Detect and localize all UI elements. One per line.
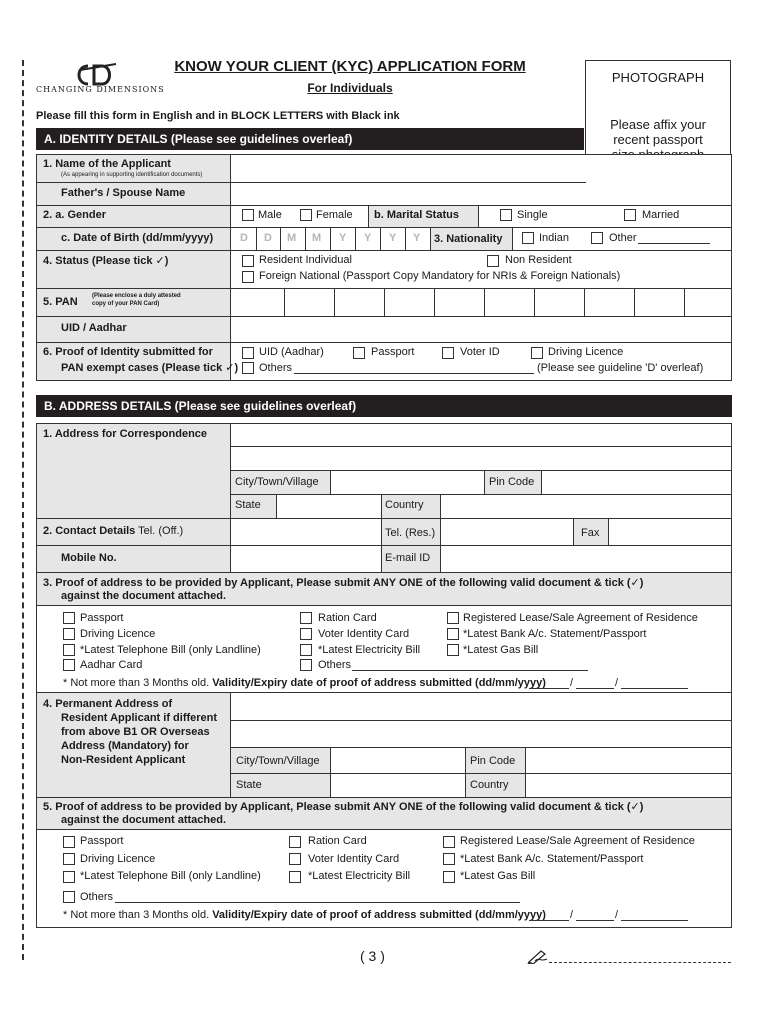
others-checkbox[interactable] (242, 362, 254, 374)
city-field[interactable] (331, 471, 484, 494)
doc-label: Aadhar Card (80, 659, 143, 671)
others-field[interactable] (115, 902, 520, 903)
others-checkbox[interactable] (300, 659, 312, 671)
father-spouse-label: Father's / Spouse Name (61, 187, 186, 199)
uid-aadhar-checkbox[interactable] (242, 347, 254, 359)
married-checkbox[interactable] (624, 209, 636, 221)
col-line (330, 228, 331, 250)
perm-country-label: Country (470, 779, 509, 791)
dob-month-cell[interactable]: M (287, 232, 297, 244)
perm-state-label: State (236, 779, 262, 791)
date-separator: / (615, 677, 619, 689)
pin-code-label: Pin Code (489, 476, 535, 488)
country-field[interactable] (441, 495, 731, 518)
tel-office-field[interactable] (231, 519, 381, 545)
permanent-address-label: Resident Applicant if different (61, 712, 218, 724)
doc-label: *Latest Electricity Bill (308, 870, 411, 882)
doc-label: Others (318, 659, 352, 671)
col-line (368, 205, 369, 227)
dob-label: c. Date of Birth (dd/mm/yyyy) (61, 232, 214, 244)
doc-label: *Latest Bank A/c. Statement/Passport (460, 853, 644, 865)
country-label: Country (385, 499, 424, 511)
fax-field[interactable] (609, 519, 731, 545)
nationality-label: 3. Nationality (434, 233, 503, 245)
marital-status-label: b. Marital Status (374, 209, 459, 221)
state-label: State (235, 499, 261, 511)
doc-label: Registered Lease/Sale Agreement of Residence (460, 835, 695, 847)
section-a-header: A. IDENTITY DETAILS (Please see guidelines overleaf) (36, 128, 584, 150)
row-line (36, 829, 732, 830)
voter-identity-card-checkbox[interactable] (289, 853, 301, 865)
tel-res-field[interactable] (441, 519, 573, 545)
perm-state-field[interactable] (331, 774, 465, 797)
perm-city-label: City/Town/Village (236, 755, 320, 767)
lease-agreement-checkbox[interactable] (443, 836, 455, 848)
page-number: ( 3 ) (360, 948, 385, 964)
col-line (380, 228, 381, 250)
aadhar-card-checkbox[interactable] (63, 659, 75, 671)
other-nationality-field[interactable] (638, 243, 710, 244)
gas-bill-checkbox[interactable] (443, 871, 455, 883)
voter-id-checkbox[interactable] (442, 347, 454, 359)
dob-year-cell[interactable]: Y (364, 232, 372, 244)
perm-city-field[interactable] (331, 748, 465, 773)
form-title: KNOW YOUR CLIENT (KYC) APPLICATION FORM (174, 58, 526, 75)
correspondence-address-label: 1. Address for Correspondence (43, 428, 208, 440)
father-spouse-field[interactable] (231, 183, 731, 205)
row-line (36, 342, 732, 343)
passport-checkbox[interactable] (63, 836, 75, 848)
doc-label: Others (80, 891, 114, 903)
doc-label: Registered Lease/Sale Agreement of Residence (463, 612, 698, 624)
proof-identity-label: 6. Proof of Identity submitted for (43, 346, 213, 358)
married-label: Married (642, 209, 680, 221)
male-checkbox[interactable] (242, 209, 254, 221)
others-label: Others (259, 362, 293, 374)
foreign-national-checkbox[interactable] (242, 271, 254, 283)
proof-option-label: Voter ID (460, 346, 500, 358)
col-line (478, 205, 479, 227)
doc-label: Voter Identity Card (318, 628, 410, 640)
validity-note: * Not more than 3 Months old. Validity/Expiry date of proof of address submitted (dd/mm/yyyy) (63, 909, 546, 921)
col-line (430, 228, 431, 250)
electricity-bill-checkbox[interactable] (300, 644, 312, 656)
driving-licence-checkbox[interactable] (63, 628, 75, 640)
state-field[interactable] (277, 495, 381, 518)
doc-label: *Latest Bank A/c. Statement/Passport (463, 628, 647, 640)
bank-statement-checkbox[interactable] (447, 628, 459, 640)
city-label: City/Town/Village (235, 476, 319, 488)
foreign-national-label: Foreign National (Passport Copy Mandatory for NRIs & Foreign Nationals) (259, 270, 621, 282)
applicant-name-field[interactable] (231, 155, 585, 182)
section-b-header: B. ADDRESS DETAILS (Please see guidelines overleaf) (36, 395, 732, 417)
col-line (484, 471, 485, 494)
col-line (256, 228, 257, 250)
passport-checkbox[interactable] (353, 347, 365, 359)
signature-pen-icon (527, 948, 549, 964)
doc-label: Driving Licence (80, 853, 156, 865)
non-resident-checkbox[interactable] (487, 255, 499, 267)
proof-identity-label: PAN exempt cases (Please tick ✓) (61, 362, 239, 374)
validity-dd-field[interactable] (529, 920, 569, 921)
other-nationality-label: Other (609, 232, 637, 244)
ration-card-checkbox[interactable] (289, 836, 301, 848)
col-line (512, 228, 513, 250)
logo-text: CHANGING DIMENSIONS (36, 85, 165, 94)
col-line (355, 228, 356, 250)
permanent-address-label: Address (Mandatory) for (61, 740, 189, 752)
row-line (36, 205, 732, 206)
correspondence-address-line2[interactable] (231, 447, 731, 470)
contact-details-label: 2. Contact Details Tel. (Off.) (43, 525, 184, 537)
perm-pin-code-field[interactable] (526, 748, 731, 773)
female-checkbox[interactable] (300, 209, 312, 221)
mobile-label: Mobile No. (61, 552, 117, 564)
other-nationality-checkbox[interactable] (591, 232, 603, 244)
row-line (36, 797, 732, 798)
validity-yyyy-field[interactable] (621, 688, 688, 689)
photo-instruction-line: Please affix your (610, 117, 706, 132)
doc-label: *Latest Gas Bill (460, 870, 536, 882)
female-label: Female (316, 209, 353, 221)
telephone-bill-checkbox[interactable] (63, 871, 75, 883)
proof-option-label: Passport (371, 346, 415, 358)
indian-label: Indian (539, 232, 569, 244)
permanent-address-label: from above B1 OR Overseas (61, 726, 210, 738)
validity-mm-field[interactable] (576, 688, 614, 689)
validity-note: * Not more than 3 Months old. Validity/Expiry date of proof of address submitted (dd/mm/yyyy) (63, 677, 546, 689)
validity-mm-field[interactable] (576, 920, 614, 921)
perm-pin-code-label: Pin Code (470, 755, 516, 767)
resident-individual-label: Resident Individual (259, 254, 352, 266)
col-line (573, 519, 574, 545)
ration-card-checkbox[interactable] (300, 612, 312, 624)
single-label: Single (517, 209, 548, 221)
resident-individual-checkbox[interactable] (242, 255, 254, 267)
indian-checkbox[interactable] (522, 232, 534, 244)
correspondence-address-line1[interactable] (231, 424, 731, 446)
applicant-name-note: (As appearing in supporting identification documents) (61, 172, 203, 178)
pan-label: 5. PAN (43, 296, 78, 308)
others-checkbox[interactable] (63, 891, 75, 903)
photograph-title: PHOTOGRAPH (611, 70, 705, 85)
doc-label: Ration Card (308, 835, 367, 847)
permanent-address-line1[interactable] (231, 693, 731, 720)
doc-label: Passport (80, 612, 124, 624)
doc-label: Driving Licence (80, 628, 156, 640)
signature-line[interactable] (549, 962, 731, 963)
email-label: E-mail ID (385, 552, 431, 564)
others-field[interactable] (294, 373, 534, 374)
fax-label: Fax (581, 527, 600, 539)
dob-day-cell[interactable]: D (240, 232, 248, 244)
applicant-name-label: 1. Name of the Applicant (43, 158, 171, 170)
non-resident-label: Non Resident (505, 254, 572, 266)
row-line (36, 572, 732, 573)
driving-licence-checkbox[interactable] (63, 853, 75, 865)
pan-note: (Please enclose a duly attested (92, 293, 181, 299)
voter-identity-card-checkbox[interactable] (300, 628, 312, 640)
proof-permanent-address-instruction: against the document attached. (61, 814, 227, 826)
doc-label: Passport (80, 835, 124, 847)
dob-month-cell[interactable]: M (312, 232, 322, 244)
permanent-address-label: 4. Permanent Address of (43, 698, 173, 710)
col-line (405, 228, 406, 250)
telephone-bill-checkbox[interactable] (63, 644, 75, 656)
uid-aadhar-label: UID / Aadhar (61, 322, 127, 334)
pan-note: copy of your PAN Card) (92, 301, 160, 307)
photo-instruction-line: recent passport (613, 132, 703, 147)
date-separator: / (570, 909, 574, 921)
proof-option-label: UID (Aadhar) (259, 346, 324, 358)
doc-label: Voter Identity Card (308, 853, 400, 865)
doc-label: *Latest Gas Bill (463, 644, 539, 656)
bank-statement-checkbox[interactable] (443, 853, 455, 865)
driving-licence-checkbox[interactable] (531, 347, 543, 359)
guideline-note: (Please see guideline 'D' overleaf) (537, 362, 704, 374)
col-line (381, 495, 382, 572)
proof-address-instruction: 3. Proof of address to be provided by Applicant, Please submit ANY ONE of the following valid document & tick (✓) (43, 577, 644, 589)
dob-day-cell[interactable]: D (264, 232, 272, 244)
cut-line (22, 60, 24, 960)
proof-option-label: Driving Licence (548, 346, 624, 358)
date-separator: / (615, 909, 619, 921)
single-checkbox[interactable] (500, 209, 512, 221)
col-line (280, 228, 281, 250)
doc-label: *Latest Telephone Bill (only Landline) (80, 644, 261, 656)
electricity-bill-checkbox[interactable] (289, 871, 301, 883)
date-separator: / (570, 677, 574, 689)
proof-permanent-address-instruction: 5. Proof of address to be provided by Applicant, Please submit ANY ONE of the following valid document & tick (✓) (43, 801, 644, 813)
tel-res-label: Tel. (Res.) (385, 527, 436, 539)
dob-year-cell[interactable]: Y (389, 232, 397, 244)
col-line (465, 748, 466, 797)
proof-address-instruction: against the document attached. (61, 590, 227, 602)
validity-dd-field[interactable] (529, 688, 569, 689)
mobile-field[interactable] (231, 546, 381, 572)
others-field[interactable] (352, 670, 588, 671)
row-line (36, 605, 732, 606)
row-line (36, 227, 732, 228)
lease-agreement-checkbox[interactable] (447, 612, 459, 624)
pin-code-field[interactable] (542, 471, 731, 494)
email-field[interactable] (441, 546, 731, 572)
passport-checkbox[interactable] (63, 612, 75, 624)
dob-year-cell[interactable]: Y (339, 232, 347, 244)
doc-label: Ration Card (318, 612, 377, 624)
permanent-address-line2[interactable] (231, 721, 731, 747)
dob-year-cell[interactable]: Y (413, 232, 421, 244)
uid-aadhar-field[interactable] (231, 317, 731, 342)
pan-field[interactable] (231, 289, 731, 316)
validity-yyyy-field[interactable] (621, 920, 688, 921)
gender-label: 2. a. Gender (43, 209, 106, 221)
form-instruction: Please fill this form in English and in BLOCK LETTERS with Black ink (36, 110, 400, 122)
col-line (305, 228, 306, 250)
row-line (36, 250, 732, 251)
status-label: 4. Status (Please tick ✓) (43, 255, 169, 267)
doc-label: *Latest Telephone Bill (only Landline) (80, 870, 261, 882)
permanent-address-label: Non-Resident Applicant (61, 754, 186, 766)
form-subtitle: For Individuals (307, 81, 393, 95)
gas-bill-checkbox[interactable] (447, 644, 459, 656)
doc-label: *Latest Electricity Bill (318, 644, 421, 656)
perm-country-field[interactable] (526, 774, 731, 797)
male-label: Male (258, 209, 282, 221)
